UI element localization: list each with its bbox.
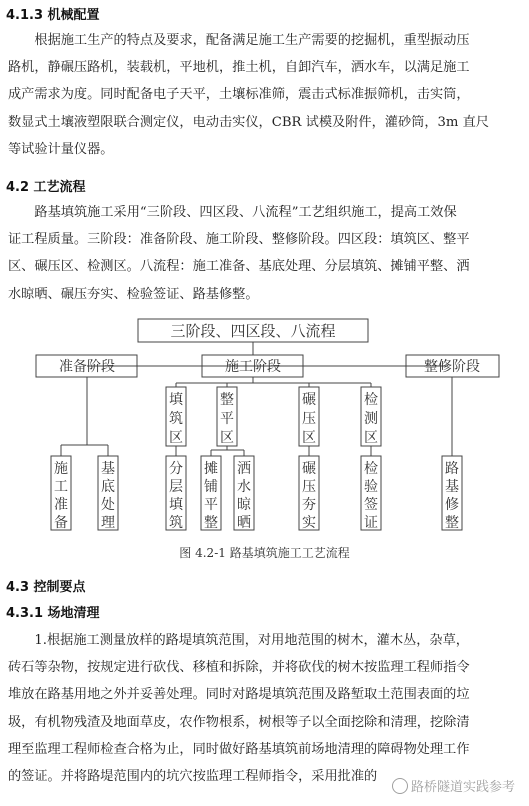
flowchart-diagram — [0, 313, 529, 538]
text-line: 根据施工生产的特点及要求，配备满足施工生产需要的挖掘机，重型振动压 — [34, 33, 470, 48]
zone-label: 区 — [169, 430, 183, 446]
zone-label: 填 — [169, 392, 183, 408]
step-label: 摊 — [204, 461, 218, 477]
step-label: 修 — [445, 497, 459, 513]
step-label: 铺 — [204, 479, 218, 495]
step-label: 准 — [54, 497, 68, 513]
step-label: 施 — [54, 461, 68, 477]
figure-caption: 图 4.2-1 路基填筑施工工艺流程 — [179, 546, 350, 560]
step-label: 晾 — [237, 497, 251, 513]
step-label: 整 — [204, 515, 218, 531]
paragraph-process — [8, 199, 522, 308]
text-line: 路机，静碾压路机，装载机，平地机，推土机，自卸汽车，洒水车，以满足施工 — [8, 60, 470, 76]
text-line: 理至监理工程师检查合格为止，同时做好路基填筑前场地清理的障碍物处理工作 — [8, 741, 470, 757]
step-label: 筑 — [169, 515, 183, 531]
stage-label: 整修阶段 — [424, 359, 480, 375]
step-label: 平 — [204, 497, 218, 513]
step-label: 水 — [237, 479, 251, 495]
zone-label: 区 — [302, 430, 316, 446]
step-label: 晒 — [237, 515, 251, 531]
section-heading-4-2: 4.2 工艺流程 — [6, 180, 86, 195]
zone-label: 压 — [302, 411, 316, 427]
zone-label: 平 — [220, 411, 234, 427]
text-line: 数显式土壤液塑限联合测定仪，电动击实仪，CBR 试模及附件，灌砂筒，3m 直尺 — [8, 114, 489, 130]
step-label: 夯 — [302, 497, 316, 513]
zone-label: 区 — [220, 430, 234, 446]
text-line: 堆放在路基用地之外并妥善处理。同时对路堤填筑范围及路堑取土范围表面的垃 — [8, 687, 470, 703]
section-heading-4-3-1: 4.3.1 场地清理 — [6, 606, 100, 621]
step-label: 理 — [101, 515, 115, 531]
section-heading-4-3: 4.3 控制要点 — [6, 580, 86, 595]
text-line: 区、碾压区、检测区。八流程：施工准备、基底处理、分层填筑、摊铺平整、洒 — [8, 259, 470, 275]
text-line: 1.根据施工测量放样的路堤填筑范围，对用地范围的树木，灌木丛，杂草， — [34, 633, 469, 648]
step-label: 填 — [169, 497, 183, 513]
step-label: 洒 — [237, 461, 251, 477]
step-label: 路 — [445, 461, 459, 477]
step-label: 基 — [101, 461, 115, 477]
zone-label: 整 — [220, 392, 234, 408]
step-label: 整 — [445, 515, 459, 531]
step-label: 备 — [54, 515, 68, 531]
step-label: 检 — [364, 461, 378, 477]
stage-label: 准备阶段 — [59, 359, 115, 375]
zone-label: 区 — [364, 430, 378, 446]
step-label: 碾 — [302, 461, 316, 477]
paragraph-machinery — [8, 27, 522, 163]
watermark-text: 路桥隧道实践参考 — [410, 780, 515, 795]
step-label: 处 — [101, 497, 115, 513]
zone-label: 碾 — [302, 392, 316, 408]
text-line: 砖石等杂物，按规定进行砍伐、移植和拆除，并将砍伐的树木按监理工程师指令 — [8, 660, 470, 676]
text-line: 证工程质量。三阶段：准备阶段、施工阶段、整修阶段。四区段：填筑区、整平 — [8, 232, 470, 248]
text-line: 路基填筑施工采用“三阶段、四区段、八流程”工艺组织施工，提高工效保 — [34, 205, 457, 220]
step-label: 实 — [302, 515, 316, 531]
step-label: 验 — [364, 479, 378, 495]
step-label: 层 — [169, 479, 183, 495]
zone-label: 检 — [364, 392, 378, 408]
step-label: 基 — [445, 479, 459, 495]
step-label: 分 — [169, 461, 183, 477]
text-line: 水晾晒、碾压夯实、检验签证、路基修整。 — [8, 286, 259, 302]
step-label: 证 — [364, 515, 378, 531]
top-box-label: 三阶段、四区段、八流程 — [170, 322, 336, 340]
paragraph-site-clearing — [8, 627, 522, 790]
step-label: 底 — [101, 479, 115, 495]
text-line: 成产需求为度。同时配备电子天平，土壤标准筛，震击式标准振筛机，击实筒， — [8, 87, 470, 103]
stage-label: 施工阶段 — [225, 359, 281, 375]
section-heading-4-1-3: 4.1.3 机械配置 — [6, 8, 100, 23]
zone-label: 筑 — [169, 411, 183, 427]
zone-label: 测 — [364, 411, 378, 427]
wechat-logo-icon — [392, 778, 408, 794]
step-label: 压 — [302, 479, 316, 495]
text-line: 等试验计量仪器。 — [8, 141, 114, 157]
text-line: 的签证。并将路堤范围内的坑穴按监理工程师指令，采用批准的 — [8, 769, 378, 785]
step-label: 工 — [54, 479, 68, 495]
text-line: 圾，有机物残渣及地面草皮，农作物根系，树根等子以全面挖除和清理，挖除清 — [8, 714, 470, 730]
watermark — [392, 776, 515, 795]
step-label: 签 — [364, 497, 378, 513]
